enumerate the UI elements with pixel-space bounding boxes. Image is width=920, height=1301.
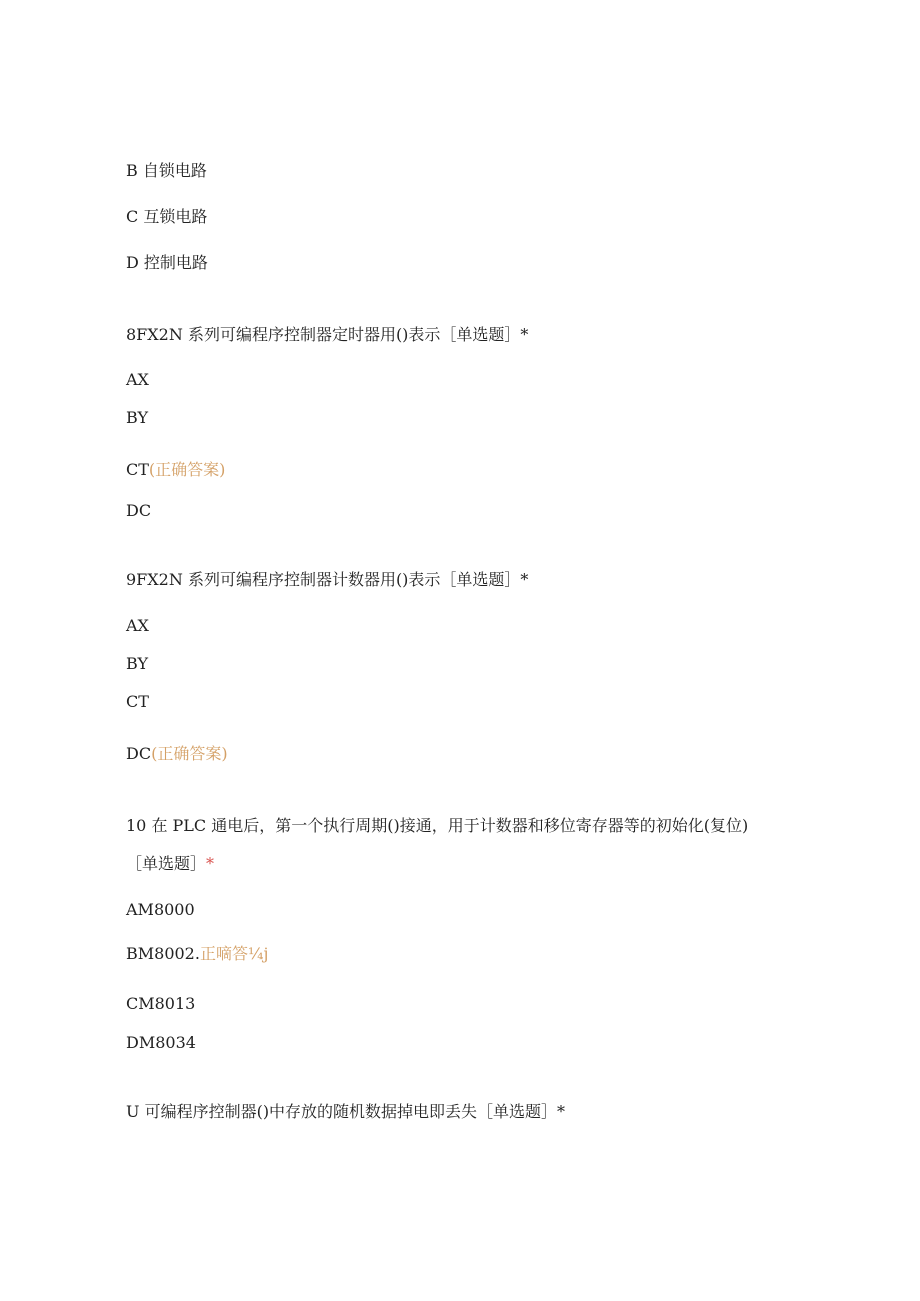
q9-option-c[interactable] [126, 692, 149, 712]
option-text: C 互锁电路 [126, 207, 208, 226]
option-text: D 控制电路 [126, 253, 208, 272]
option-text: AX [126, 370, 149, 389]
required-star: * [206, 854, 215, 873]
q9-option-a[interactable] [126, 616, 149, 636]
q8-option-a[interactable] [126, 370, 149, 390]
option-text: BY [126, 654, 149, 673]
question-11-title: U 可编程序控制器()中存放的随机数据掉电即丢失［单选题］* [126, 1102, 566, 1121]
option-text: AX [126, 616, 149, 635]
q10-option-a[interactable] [126, 900, 195, 920]
option-text: CM8013 [126, 994, 196, 1013]
option-text: BM8002. [126, 944, 200, 963]
option-text: DC [126, 501, 152, 520]
q10-option-b[interactable] [126, 944, 268, 964]
option-text: AM8000 [126, 900, 195, 919]
option-d[interactable] [126, 253, 208, 273]
q10-option-d[interactable] [126, 1033, 196, 1053]
option-c[interactable] [126, 207, 207, 227]
correct-answer-label: (正确答案) [148, 460, 226, 479]
question-10-title-line1: 10 在 PLC 通电后，第一个执行周期()接通，用于计数器和移位寄存器等的初始化(复位) [126, 816, 749, 835]
question-10-title-line2 [126, 854, 214, 874]
question-type-label: ［单选题］ [126, 854, 207, 873]
option-b[interactable] [126, 161, 207, 181]
q8-option-b[interactable] [126, 408, 148, 428]
option-text: BY [126, 408, 149, 427]
question-8-title: 8FX2N 系列可编程序控制器定时器用()表示［单选题］* [126, 325, 529, 344]
option-text: CT [126, 692, 149, 711]
option-text: CT [126, 460, 149, 479]
option-text: DC [126, 744, 152, 763]
option-text: B 自锁电路 [126, 161, 207, 180]
correct-answer-label: 正嘀答¼j [199, 944, 269, 963]
correct-answer-label: (正确答案) [151, 744, 228, 763]
q8-option-d[interactable] [126, 501, 151, 521]
q9-option-b[interactable] [126, 654, 148, 674]
q10-option-c[interactable] [126, 994, 195, 1014]
question-9-title: 9FX2N 系列可编程序控制器计数器用()表示［单选题］* [126, 570, 529, 589]
option-text: DM8034 [126, 1033, 196, 1052]
q8-option-c[interactable] [126, 460, 225, 480]
q9-option-d[interactable] [126, 744, 228, 764]
